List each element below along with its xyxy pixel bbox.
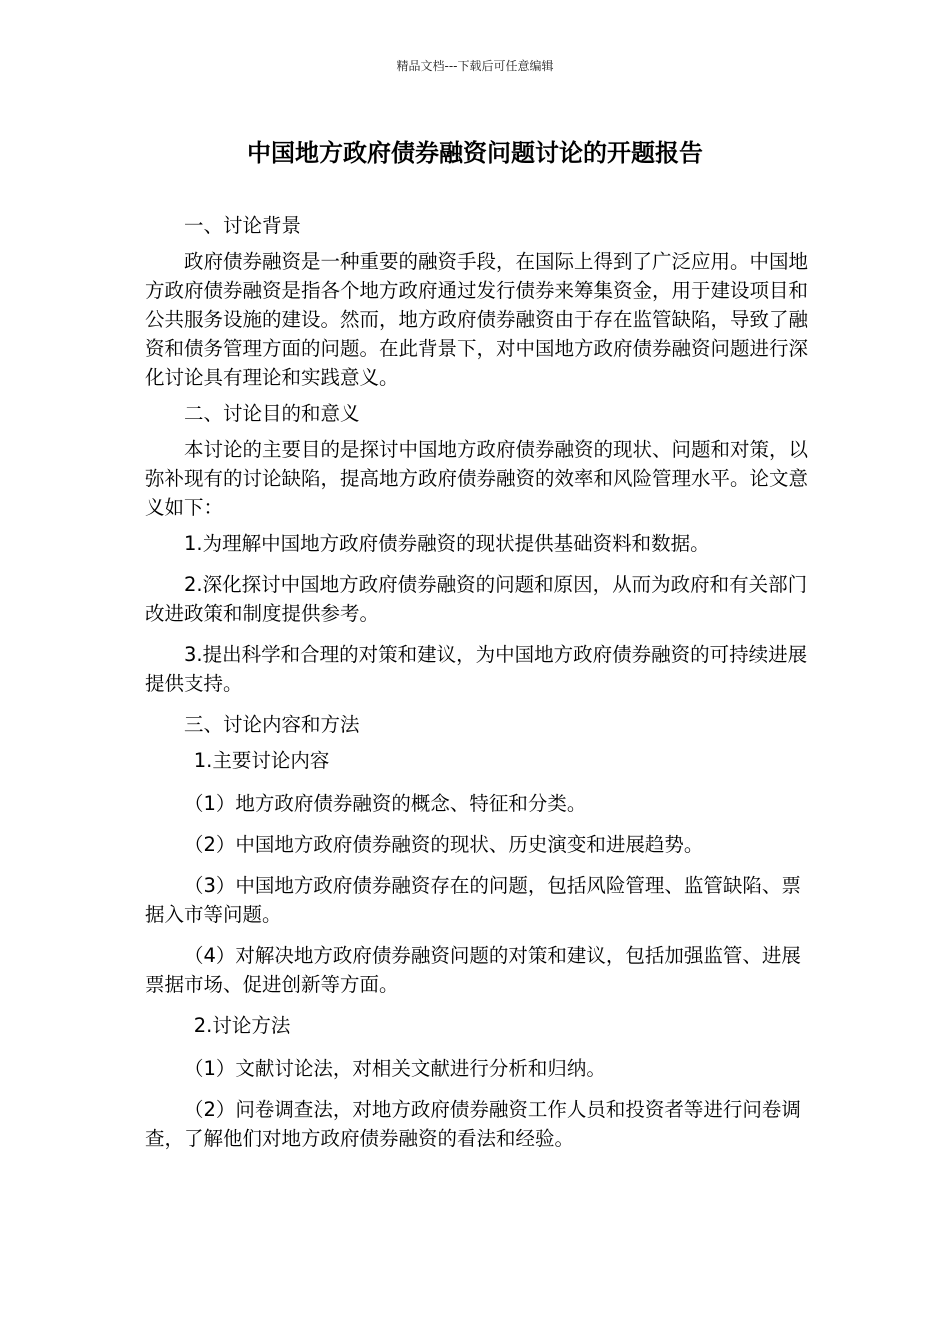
list-item: （1）文献讨论法，对相关文献进行分析和归纳。 [184,1057,606,1080]
list-item: 3.提出科学和合理的对策和建议，为中国地方政府债券融资的可持续进展提供支持。 [145,643,808,695]
paragraph: 政府债券融资是一种重要的融资手段，在国际上得到了广泛应用。中国地方政府债券融资是指各个地方政府通过发行债券来筹集资金，用于建设项目和公共服务设施的建设。然而，地方政府债券融资由于存在监管缺陷，导致了融资和债务管理方面的问题。在此背景下，对中国地方政府债券融资问题进行深化讨论具有理论和实践意义。 [145,250,809,389]
list-item: 2.深化探讨中国地方政府债券融资的问题和原因，从而为政府和有关部门改进政策和制度提供参考。 [145,573,808,625]
subsection-heading: 2.讨论方法 [193,1014,291,1037]
section-heading: 一、讨论背景 [184,214,302,237]
list-item: （1）地方政府债券融资的概念、特征和分类。 [184,792,587,815]
list-item: （2）问卷调查法，对地方政府债券融资工作人员和投资者等进行问卷调查，了解他们对地方政府债券融资的看法和经验。 [145,1098,801,1150]
section-heading: 三、讨论内容和方法 [184,713,360,736]
paragraph: 本讨论的主要目的是探讨中国地方政府债券融资的现状、问题和对策，以弥补现有的讨论缺陷，提高地方政府债券融资的效率和风险管理水平。论文意义如下： [145,438,809,519]
header-note: 精品文档---下载后可任意编辑 [396,59,554,73]
list-item: 1.为理解中国地方政府债券融资的现状提供基础资料和数据。 [184,532,710,555]
document-title: 中国地方政府债券融资问题讨论的开题报告 [247,139,703,167]
section-heading: 二、讨论目的和意义 [184,402,360,425]
list-item: （3）中国地方政府债券融资存在的问题，包括风险管理、监管缺陷、票据入市等问题。 [145,874,801,926]
subsection-heading: 1.主要讨论内容 [193,749,330,772]
list-item: （4）对解决地方政府债券融资问题的对策和建议，包括加强监管、进展票据市场、促进创新等方面。 [145,944,801,996]
document-body [145,211,820,1165]
list-item: （2）中国地方政府债券融资的现状、历史演变和进展趋势。 [184,833,704,856]
